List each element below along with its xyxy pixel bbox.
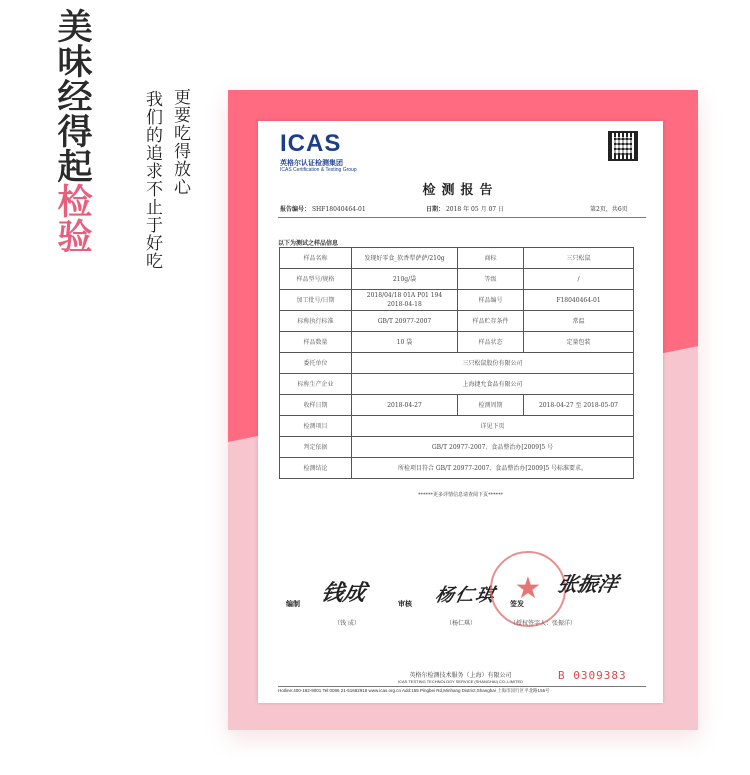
reviewer-signature: 杨仁琪 xyxy=(433,585,498,606)
more-info-note: ******更多详情信息请查阅下页****** xyxy=(417,492,503,498)
table-cell: F18040464-01 xyxy=(524,290,634,311)
table-row xyxy=(280,311,634,332)
logo-cn: 英格尔认证检测集团 xyxy=(280,159,343,167)
table-cell: 2018-04-27 至 2018-05-07 xyxy=(524,395,634,416)
report-title: 检测报告 xyxy=(422,183,499,198)
table-cell: 判定依据 xyxy=(280,437,352,458)
table-row xyxy=(280,437,634,458)
table-cell: 样品编号 xyxy=(458,290,524,311)
table-row xyxy=(280,374,634,395)
company-name-en: ICAS TESTING TECHNOLOGY SERVICE (SHANGHAI) CO.,LIMITED xyxy=(397,679,524,684)
table-cell: 常温 xyxy=(524,311,634,332)
table-cell: 2018-04-27 xyxy=(352,395,458,416)
divider xyxy=(278,686,646,687)
serial-number: B 0309383 xyxy=(558,669,627,682)
table-cell: 上海捷允食品有限公司 xyxy=(352,374,634,395)
table-cell: GB/T 20977-2007 xyxy=(352,311,458,332)
table-row xyxy=(280,395,634,416)
table-cell: 定量包装 xyxy=(524,332,634,353)
table-cell: 样品名称 xyxy=(280,248,352,269)
table-cell: 检测周期 xyxy=(458,395,524,416)
table-cell: 三只松鼠 xyxy=(524,248,634,269)
table-cell: 10 袋 xyxy=(352,332,458,353)
table-cell: 标称执行标准 xyxy=(280,311,352,332)
table-cell: 检测项目 xyxy=(280,416,352,437)
promo-title-accent: 检验 xyxy=(52,183,93,253)
promo-subtitle-2: 我们的追求不止于好吃 xyxy=(142,90,162,270)
table-cell: 加工批号/日期 xyxy=(280,290,352,311)
table-cell: 标称生产企业 xyxy=(280,374,352,395)
report-date: 日期： 2018 年 05 月 07 日 xyxy=(426,206,505,213)
table-cell: 样品贮存条件 xyxy=(458,311,524,332)
table-row xyxy=(280,332,634,353)
report-number: 报告编号： SHF18040464-01 xyxy=(280,206,366,213)
table-cell: 2018/04/18 01A P01 194 2018-04-18 xyxy=(352,290,458,311)
qr-code-icon xyxy=(608,131,638,161)
approver-signature: 张振洋 xyxy=(555,572,621,596)
compiler-name: （钱 成） xyxy=(334,620,360,627)
compiler-label: 编制 xyxy=(286,599,300,608)
promo-subtitle-1: 更要吃得放心 xyxy=(170,88,190,196)
table-cell: 样品数量 xyxy=(280,332,352,353)
table-cell: 三只松鼠股份有限公司 xyxy=(352,353,634,374)
company-seal-icon xyxy=(490,551,566,627)
company-address: Hotline:400-182-9001 Tel:0086 21-51682918 www.icas.org.cn Add:155 Pingbei Rd,Minhang District,Shanghai 上海市闵行区平北路155号 xyxy=(278,688,550,693)
reviewer-name: （杨仁琪） xyxy=(446,620,477,627)
approver-name: （授权签字人：张振洋） xyxy=(510,620,577,627)
table-cell: 所检项目符合 GB/T 20977-2007、食品整治办[2009]5 号标准要求。 xyxy=(352,458,634,479)
table-cell: 详见下页 xyxy=(352,416,634,437)
icas-logo: ICAS xyxy=(280,130,342,157)
approver-label: 签发 xyxy=(510,599,524,608)
table-cell: 收样日期 xyxy=(280,395,352,416)
table-row xyxy=(280,248,634,269)
table-row xyxy=(280,290,634,311)
reviewer-label: 审核 xyxy=(398,599,412,608)
logo-en: ICAS Certification & Testing Group xyxy=(280,167,357,173)
company-name-cn: 英格尔检测技术服务（上海）有限公司 xyxy=(409,672,512,679)
table-row xyxy=(280,458,634,479)
section-title: 以下为测试之样品信息 xyxy=(278,240,339,247)
table-cell: 检测结论 xyxy=(280,458,352,479)
test-report xyxy=(258,121,663,703)
promo-title: 美味经得起检验 xyxy=(52,8,93,253)
divider xyxy=(278,217,646,218)
table-cell: 商标 xyxy=(458,248,524,269)
table-cell: 210g/袋 xyxy=(352,269,458,290)
table-cell: 样品状态 xyxy=(458,332,524,353)
sample-info-table xyxy=(279,247,634,479)
table-cell: 委托单位 xyxy=(280,353,352,374)
table-row xyxy=(280,416,634,437)
table-cell: / xyxy=(524,269,634,290)
table-row xyxy=(280,269,634,290)
table-cell: 样品型号/规格 xyxy=(280,269,352,290)
compiler-signature: 钱成 xyxy=(318,580,369,606)
table-cell: GB/T 20977-2007、食品整治办[2009]5 号 xyxy=(352,437,634,458)
report-page: 第2页，共6页 xyxy=(590,206,628,213)
table-cell: 等级 xyxy=(458,269,524,290)
table-cell: 发现好零食_软香犁萨萨/210g xyxy=(352,248,458,269)
table-row xyxy=(280,353,634,374)
